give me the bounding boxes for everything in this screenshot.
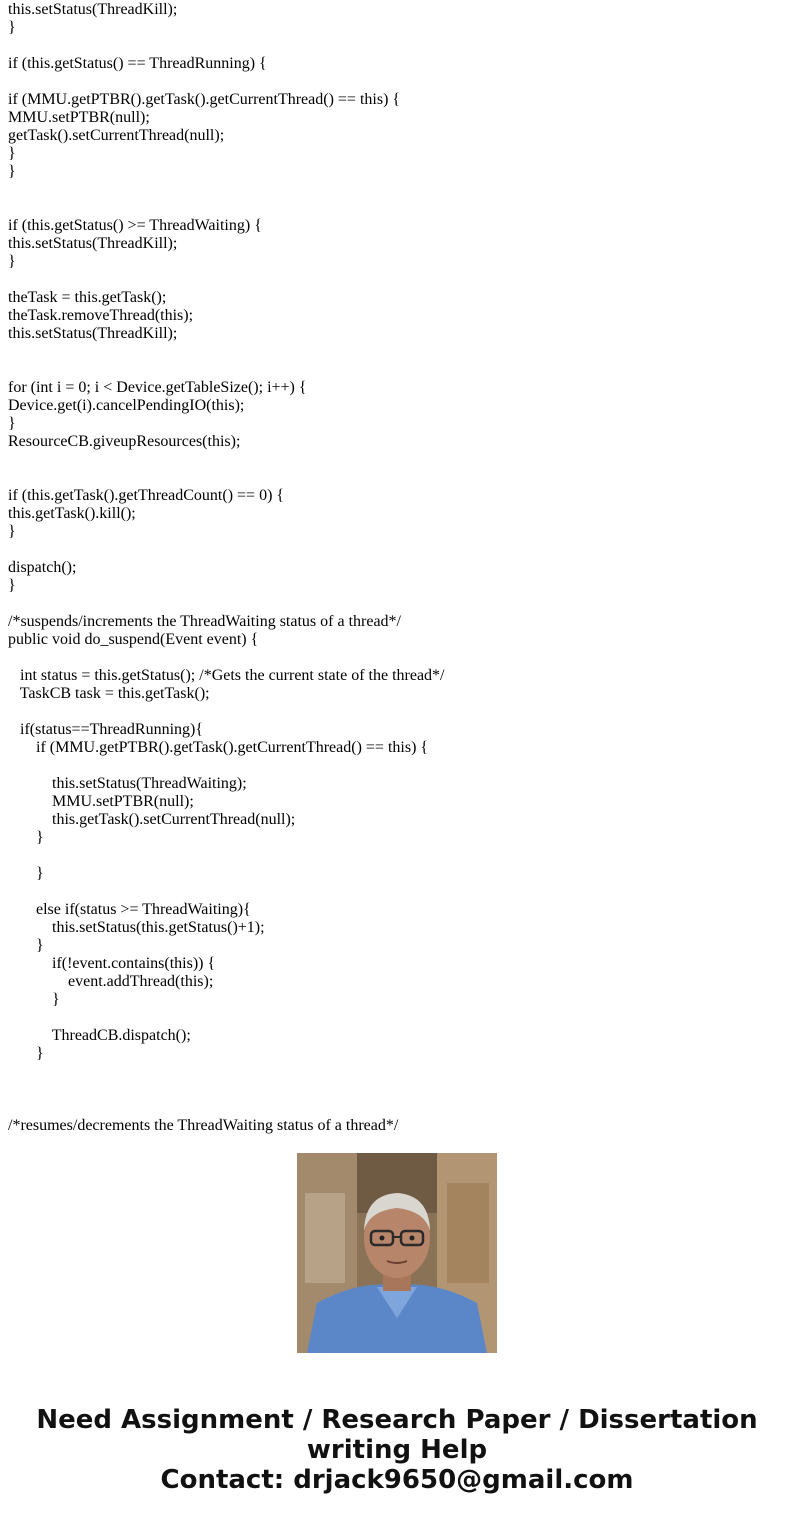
- avatar-photo: [297, 1153, 497, 1353]
- promo-banner: [0, 1405, 794, 1495]
- promo-line-1: Need Assignment / Research Paper / Dissertation: [36, 1405, 758, 1435]
- promo-line-2: writing Help: [306, 1435, 488, 1465]
- promo-contact: Contact: drjack9650@gmail.com: [160, 1465, 634, 1495]
- code-text: this.setStatus(ThreadKill); } if (this.getStatus() == ThreadRunning) { if (MMU.getPTBR().getTask().getCurrentThread() == this) { MMU.setPTBR(null); getTask().setCurrentThread(null); } } if (this.getStatus() >= ThreadWaiting) { this.setStatus(ThreadKill); } theTask = this.getTask(); theTask.removeThread(this); this.setStatus(ThreadKill); for (int i = 0; i < Device.getTableSize(); i++) { Device.get(i).cancelPendingIO(this); } ResourceCB.giveupResources(this); if (this.getTask().getThreadCount() == 0) { this.getTask().kill(); } dispatch(); } /*suspends/increments the ThreadWaiting status of a thread*/ public void do_suspend(Event event) { int status = this.getStatus(); /*Gets the current state of the thread*/ TaskCB task = this.getTask(); if(status==ThreadRunning){ if (MMU.getPTBR().getTask().getCurrentThread() == this) { this.setStatus(ThreadWaiting); MMU.setPTBR(null); this.getTask().setCurrentThread(null); } } else if(status >= ThreadWaiting){ this.setStatus(this.getStatus()+1); } if(!event.contains(this)) { event.addThread(this); } ThreadCB.dispatch(); } /*resumes/decrements the ThreadWaiting status of a thread*/: [8, 1, 445, 1134]
- avatar: [297, 1153, 497, 1353]
